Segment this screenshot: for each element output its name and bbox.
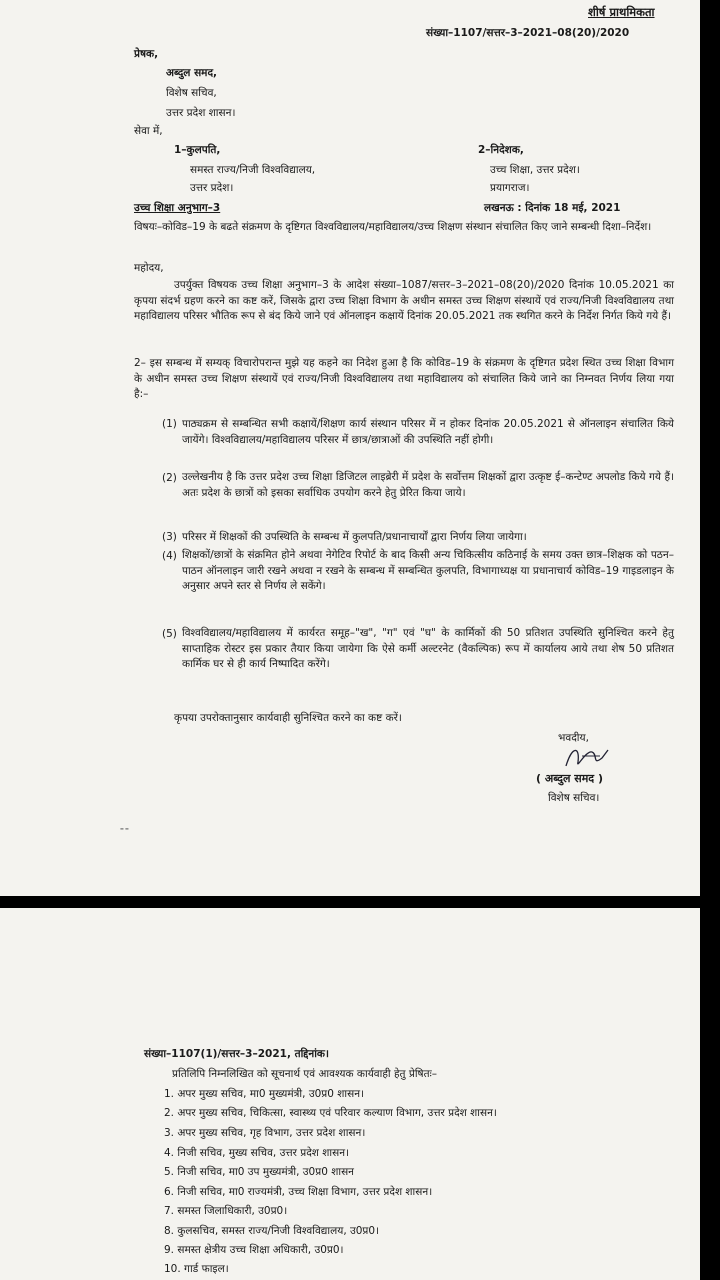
copy-intro: प्रतिलिपि निम्नलिखित को सूचनार्थ एवं आवश्यक कार्यवाही हेतु प्रेषितः– [172, 1068, 437, 1080]
section-label: उच्च शिक्षा अनुभाग–3 [134, 202, 221, 214]
copy-reference-number: संख्या–1107(1)/सत्तर–3–2021, तद्दिनांक। [144, 1048, 329, 1060]
closing-line: कृपया उपरोक्तानुसार कार्यवाही सुनिश्चित करने का कष्ट करें। [174, 712, 402, 724]
reference-number: संख्या–1107/सत्तर–3–2021–08(20)/2020 [426, 27, 630, 39]
item-number: (4) [162, 550, 177, 562]
copy-item: 8. कुलसचिव, समस्त राज्य/निजी विश्वविद्यालय, उ0प्र0। [164, 1225, 380, 1237]
copy-item: 2. अपर मुख्य सचिव, चिकित्सा, स्वास्थ्य एवं परिवार कल्याण विभाग, उत्तर प्रदेश शासन। [164, 1107, 497, 1119]
list-item: शिक्षकों/छात्रों के संक्रमित होने अथवा नेगेटिव रिपोर्ट के बाद किसी अन्य चिकित्सीय कठिनाई के समय उक्त छात्र–शिक्षक को पठन–पाठन ऑनलाइन जारी रखने अथवा न रखने के सम्बन्ध में सम्बन्धित कुलपति, विभागाध्यक्ष या प्रधानाचार्य कोविड–19 गाइडलाइन के अनुसार अपने स्तर से निर्णय ले सकेंगे। [182, 549, 674, 592]
signature-icon [562, 742, 612, 772]
recipient1-title: 1–कुलपति, [174, 144, 221, 156]
copy-item: 1. अपर मुख्य सचिव, मा0 मुख्यमंत्री, उ0प्र0 शासन। [164, 1088, 365, 1100]
copy-item: 9. समस्त क्षेत्रीय उच्च शिक्षा अधिकारी, उ0प्र0। [164, 1244, 344, 1256]
list-item: उल्लेखनीय है कि उत्तर प्रदेश उच्च शिक्षा डिजिटल लाइब्रेरी में प्रदेश के सर्वोत्तम शिक्षकों द्वारा उत्कृष्ट ई–कन्टेण्ट अपलोड किये गये हैं। अतः प्रदेश के छात्रों को इसका सर्वाधिक उपयोग करने हेतु प्रेरित किया जाये। [182, 471, 674, 499]
subject: विषयः–कोविड–19 के बढते संक्रमण के दृष्टिगत विश्वविद्यालय/महाविद्यालय/उच्च शिक्षण संस्थान संचालित किए जाने सम्बन्धी दिशा–निर्देश। [134, 221, 652, 233]
sender-designation: विशेष सचिव, [166, 87, 217, 99]
recipient2-line3: प्रयागराज। [490, 182, 530, 194]
sender-label: प्रेषक, [134, 48, 159, 60]
signer-name: ( अब्दुल समद ) [536, 772, 603, 785]
paragraph-1: उपर्युक्त विषयक उच्च शिक्षा अनुभाग–3 के आदेश संख्या–1087/सत्तर–3–2021–08(20)/2020 दिनांक 10.05.2021 का कृपया संदर्भ ग्रहण करने का कष्ट करें, जिसके द्वारा उच्च शिक्षा विभाग के अधीन समस्त उच्च शिक्षण संस्थायें एवं राज्य/निजी विश्वविद्यालय तथा महाविद्यालय परिसर भौतिक रूप से बंद किये जाने एवं ऑनलाइन कक्षायें दिनांक 20.05.2021 तक स्थगित करने के निर्देश निर्गत किये गये हैं। [134, 279, 674, 322]
item-number: (1) [162, 418, 177, 430]
recipient1-line3: उत्तर प्रदेश। [190, 182, 234, 194]
copy-item: 10. गार्ड फाइल। [164, 1263, 229, 1275]
copy-item: 4. निजी सचिव, मुख्य सचिव, उत्तर प्रदेश शासन। [164, 1147, 350, 1159]
recipient2-line2: उच्च शिक्षा, उत्तर प्रदेश। [490, 164, 580, 176]
item-number: (2) [162, 472, 177, 484]
sender-name: अब्दुल समद, [166, 67, 218, 79]
list-item: परिसर में शिक्षकों की उपस्थिति के सम्बन्ध में कुलपति/प्रधानाचार्यों द्वारा निर्णय लिया जायेगा। [182, 531, 527, 543]
item-number: (5) [162, 628, 177, 640]
sender-office: उत्तर प्रदेश शासन। [166, 107, 236, 119]
copy-item: 6. निजी सचिव, मा0 राज्यमंत्री, उच्च शिक्षा विभाग, उत्तर प्रदेश शासन। [164, 1186, 433, 1198]
priority-label: शीर्ष प्राथमिकता [588, 5, 655, 19]
item-number: (3) [162, 531, 177, 543]
copy-item: 5. निजी सचिव, मा0 उप मुख्यमंत्री, उ0प्र0 शासन [164, 1166, 355, 1178]
salutation: महोदय, [134, 262, 164, 274]
recipient1-line2: समस्त राज्य/निजी विश्वविद्यालय, [190, 164, 316, 176]
paragraph-2: 2– इस सम्बन्ध में सम्यक् विचारोपरान्त मुझे यह कहने का निदेश हुआ है कि कोविड–19 के संक्रमण के दृष्टिगत प्रदेश स्थित उच्च शिक्षा विभाग के अधीन समस्त उच्च शिक्षण संस्थायें एवं राज्य/निजी विश्वविद्यालय तथा महाविद्यालय को संचालित किये जाने का निम्नवत निर्णय लिया गया है:– [134, 357, 674, 400]
yours-faithfully: भवदीय, [558, 732, 589, 744]
list-item: पाठ्यक्रम से सम्बन्धित सभी कक्षायें/शिक्षण कार्य संस्थान परिसर में न होकर दिनांक 20.05.2021 से ऑनलाइन संचालित किये जायेंगे। विश्वविद्यालय/महाविद्यालय परिसर में छात्र/छात्राओं की उपस्थिति नहीं होगी। [182, 418, 674, 446]
recipient2-title: 2–निदेशक, [478, 144, 524, 156]
signer-designation: विशेष सचिव। [548, 792, 600, 804]
copy-item: 7. समस्त जिलाधिकारी, उ0प्र0। [164, 1205, 288, 1217]
list-item: विश्वविद्यालय/महाविद्यालय में कार्यरत समूह–"ख", "ग" एवं "घ" के कार्मिकों की 50 प्रतिशत उपस्थिति सुनिश्चित करने हेतु साप्ताहिक रोस्टर इस प्रकार तैयार किया जायेगा कि ऐसे कर्मी अल्टरनेट (वैकल्पिक) रूप में कार्यालय आये तथा शेष 50 प्रतिशत कार्मिक घर से ही कार्य निष्पादित करेंगे। [182, 627, 674, 670]
to-label: सेवा में, [134, 125, 163, 137]
copy-item: 3. अपर मुख्य सचिव, गृह विभाग, उत्तर प्रदेश शासन। [164, 1127, 366, 1139]
print-stamp-icon: ▬ ▬ [120, 826, 129, 831]
place-date: लखनऊ : दिनांक 18 मई, 2021 [484, 202, 621, 214]
document-page-2 [0, 908, 700, 1280]
